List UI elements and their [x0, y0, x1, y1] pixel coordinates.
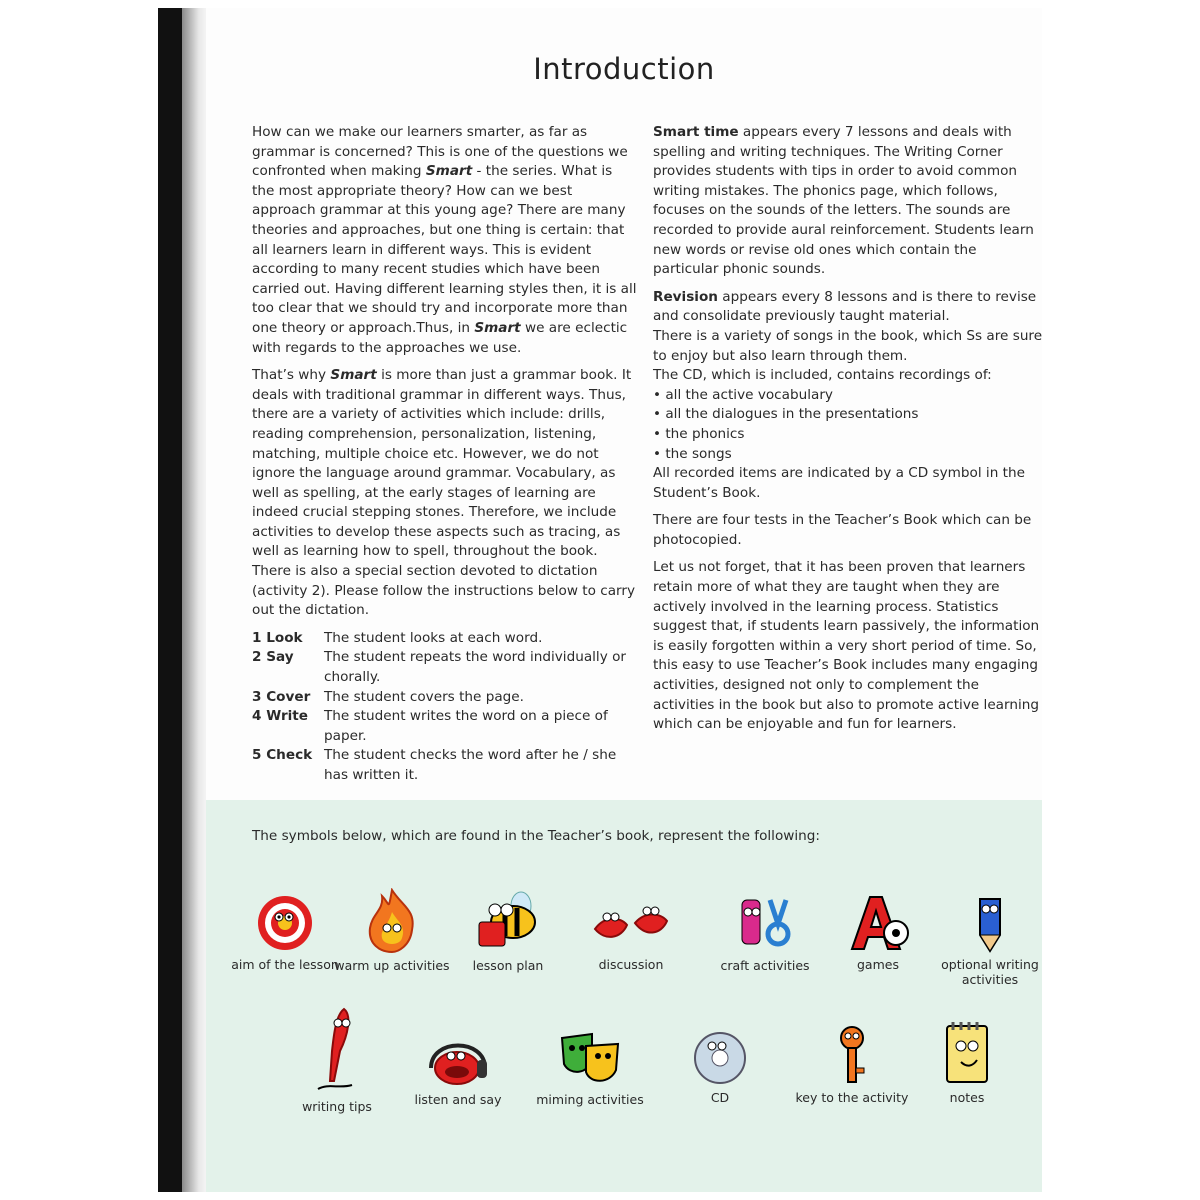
bullet-item: • all the dialogues in the presentations — [653, 406, 919, 423]
symbol-cd: CD — [660, 1030, 780, 1105]
active-learning-paragraph: Let us not forget, that it has been proven that learners retain more of what they are taught when they are actively involved in the learning process. Statistics suggest that, if students learn passively, the information is easily forgotten within a very short period of time. So, this easy to use Teacher’s Book includes many engaging activities, designed not only to complement the activities in the book but also to promote active learning which can be enjoyable and fun for learners. — [653, 559, 1040, 733]
symbols-intro: The symbols below, which are found in the Teacher’s book, represent the following: — [252, 828, 820, 844]
symbol-craft-activities: craft activities — [705, 890, 825, 973]
quill-pen-icon — [312, 1005, 362, 1095]
left-column — [252, 123, 637, 786]
step-write: 4 Write The student writes the word on a piece of paper. — [252, 708, 608, 744]
left-paragraph-1: How can we make our learners smarter, as far as grammar is concerned? This is one of the questions we confronted when making Smart - the series. What is the most appropriate theory? How can we best approach grammar at this young age? There are many theories and approaches, but one thing is certain: that all learners learn in different ways. This is evident according to many recent studies which have been carried out. Having different learning styles then, it is all too clear that we should try and incorporate more than one theory or approach.Thus, in Smart we are eclectic with regards to the approaches we use. — [252, 124, 637, 356]
symbol-notes: notes — [907, 1016, 1027, 1105]
tests-paragraph: There are four tests in the Teacher’s Book which can be photocopied. — [653, 512, 1032, 548]
symbol-games: games — [818, 893, 938, 972]
book-spine-gutter — [182, 8, 206, 1192]
symbol-writing-tips: writing tips — [277, 1005, 397, 1114]
key-icon — [830, 1024, 874, 1086]
symbol-warm-up-activities: warm up activities — [332, 888, 452, 973]
step-say: 2 Say The student repeats the word individually or chorally. — [252, 649, 626, 686]
bullet-item: • the songs — [653, 445, 732, 462]
headphones-mouth-icon — [425, 1028, 491, 1088]
left-paragraph-2: That’s why Smart is more than just a grammar book. It deals with traditional grammar in different ways. Thus, there are a variety of activities which include: drills, reading comprehension, personalization, listening, matching, multiple choice etc. However, we do not ignore the language around grammar. Vocabulary, as well as spelling, at the early stages of learning are indeed crucial stepping stones. Therefore, we include activities to develop these aspects such as tracing, as well as learning how to spell, throughout the book. There is also a special section devoted to dictation (activity 2). Please follow the instructions below to carry out the dictation. — [252, 367, 636, 619]
step-look: 1 Look The student looks at each word. — [252, 629, 543, 646]
letter-a-ball-icon — [846, 893, 910, 953]
fire-icon — [362, 888, 422, 954]
smart-time-paragraph: Smart time appears every 7 lessons and deals with spelling and writing techniques. The Writing Corner provides students with tips in order to avoid common writing mistakes. The phonics page, which follows, focuses on the sounds of the letters. The sounds are recorded to provide aural reinforcement. Students learn new words or revise old ones which contain the particular phonic sounds. — [653, 124, 1034, 278]
symbol-listen-and-say: listen and say — [398, 1028, 518, 1107]
glue-scissors-icon — [734, 890, 796, 954]
step-check: 5 Check The student checks the word after he / she has written it. — [252, 747, 617, 783]
page-title: Introduction — [533, 52, 715, 86]
right-column — [653, 123, 1043, 743]
symbols-panel — [206, 800, 1042, 1192]
symbol-lesson-plan: lesson plan — [448, 888, 568, 973]
symbol-aim-of-the-lesson: aim of the lesson — [225, 893, 345, 972]
lips-icon — [591, 895, 671, 953]
symbol-key-to-the-activity: key to the activity — [792, 1024, 912, 1105]
bullet-item: • the phonics — [653, 425, 745, 442]
notepad-icon — [939, 1016, 995, 1086]
symbol-optional-writing-activities: optional writing activities — [930, 893, 1050, 987]
pencil-icon — [970, 893, 1010, 953]
symbol-discussion: discussion — [571, 895, 691, 972]
bullet-item: • all the active vocabulary — [653, 386, 833, 403]
target-icon — [255, 893, 315, 953]
theatre-masks-icon — [558, 1030, 622, 1088]
cd-icon — [692, 1030, 748, 1086]
symbol-miming-activities: miming activities — [530, 1030, 650, 1107]
book-spine-dark — [158, 8, 182, 1192]
step-cover: 3 Cover The student covers the page. — [252, 688, 524, 705]
dictation-steps — [252, 629, 637, 786]
bee-reading-icon — [473, 888, 543, 954]
revision-paragraph: Revision appears every 8 lessons and is there to revise and consolidate previously taught material. There is a variety of songs in the book, which Ss are sure to enjoy but also learn through them. The CD, which is included, contains recordings of: • all the active vocabulary • all the dialogues in the presentations • the phonics • the songs All recorded items are indicated by a CD symbol in the Student’s Book. — [653, 288, 1043, 501]
